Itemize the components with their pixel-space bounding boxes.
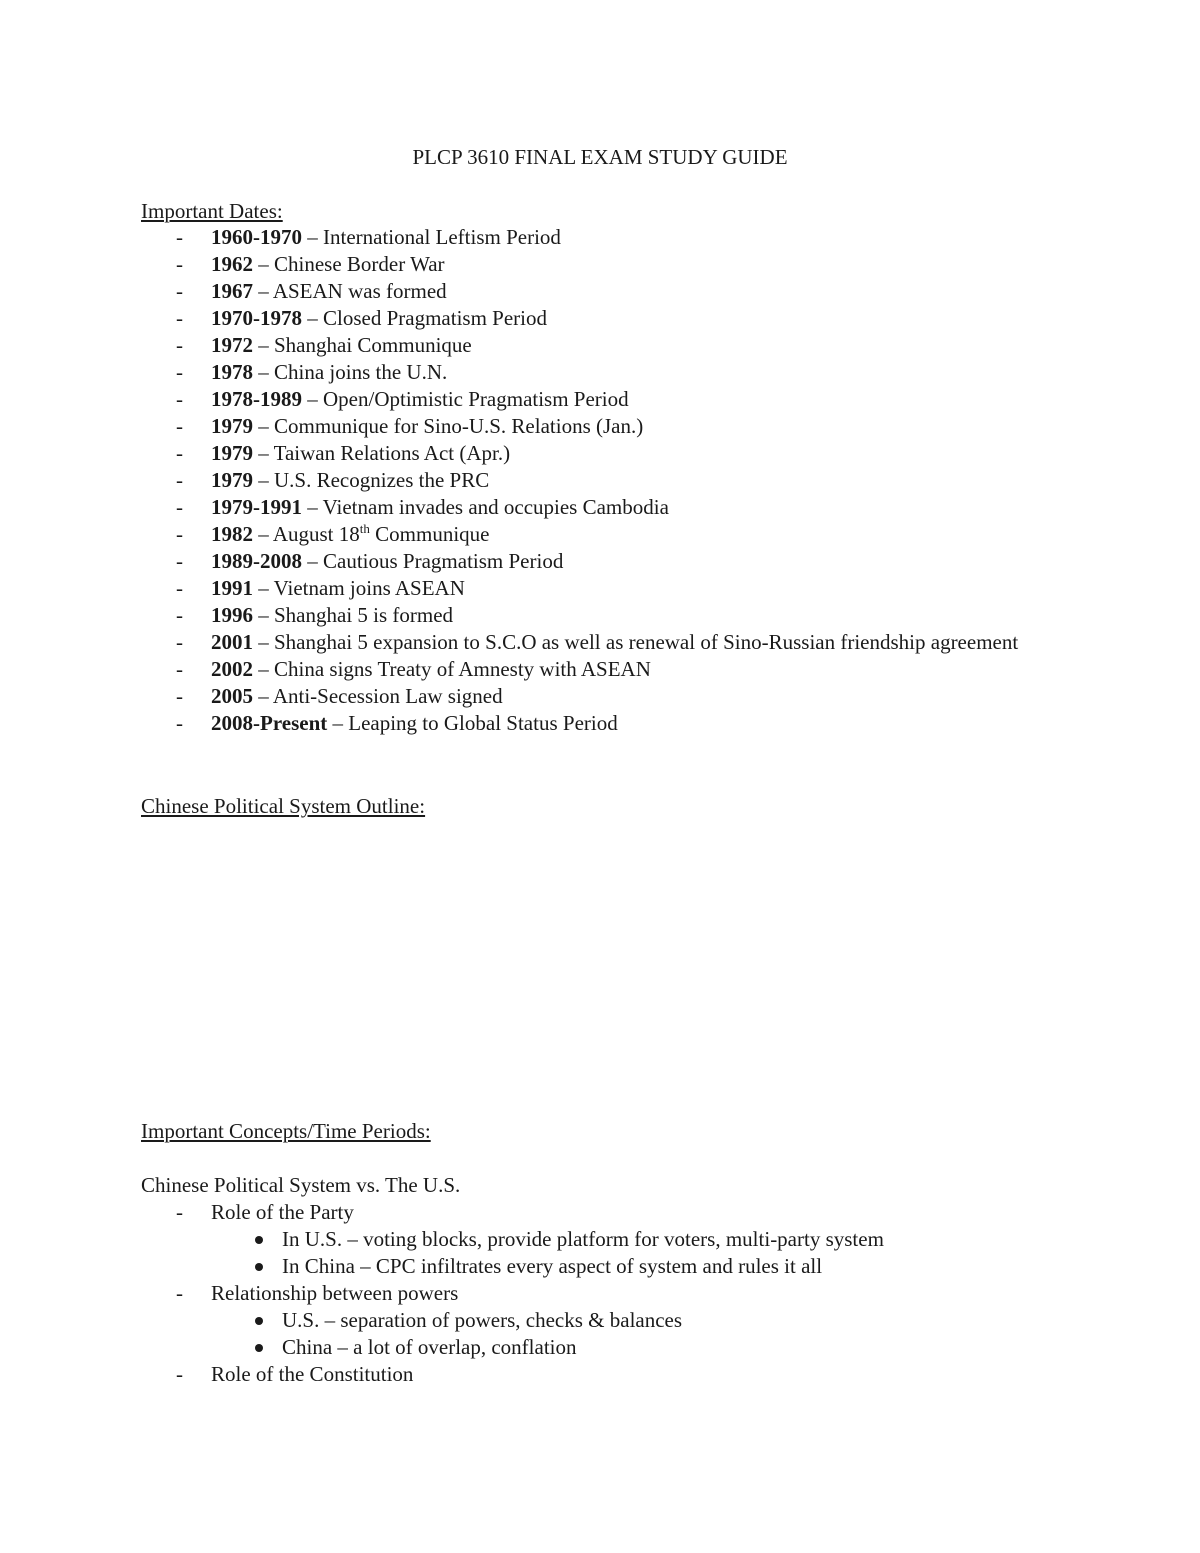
outline-item <box>0 1199 1200 1280</box>
dash-marker: - <box>176 576 183 600</box>
date-item <box>0 548 1041 575</box>
date-description: – Anti-Secession Law signed <box>253 684 503 708</box>
date-label: 2001 <box>211 630 253 654</box>
date-description: – Taiwan Relations Act (Apr.) <box>253 441 511 465</box>
outline-subitem-text: China – a lot of overlap, conflation <box>282 1335 577 1359</box>
date-description: – Cautious Pragmatism Period <box>302 549 564 573</box>
bullet-icon <box>255 1263 263 1271</box>
dates-list <box>0 224 1200 737</box>
date-label: 1979-1991 <box>211 495 302 519</box>
date-item <box>0 359 1041 386</box>
date-description: – Shanghai Communique <box>253 333 472 357</box>
date-item <box>0 656 1041 683</box>
outline-label: Relationship between powers <box>211 1281 459 1305</box>
date-item <box>0 467 1041 494</box>
dash-marker: - <box>176 387 183 411</box>
date-label: 1962 <box>211 252 253 276</box>
date-item <box>0 575 1041 602</box>
outline-item <box>0 1361 1200 1388</box>
date-description: – China joins the U.N. <box>253 360 448 384</box>
date-description: – August 18 <box>253 522 360 546</box>
date-item <box>0 413 1041 440</box>
date-description: – Vietnam invades and occupies Cambodia <box>302 495 669 519</box>
date-label: 1979 <box>211 414 253 438</box>
date-description: – Open/Optimistic Pragmatism Period <box>302 387 629 411</box>
dash-marker: - <box>176 1200 183 1224</box>
date-item <box>0 602 1041 629</box>
bullet-icon <box>255 1236 263 1244</box>
date-label: 2008-Present <box>211 711 328 735</box>
date-label: 1991 <box>211 576 253 600</box>
bullet-icon <box>255 1344 263 1352</box>
date-description: – ASEAN was formed <box>253 279 447 303</box>
important-concepts-heading: Important Concepts/Time Periods: <box>141 1119 431 1143</box>
date-description: – Closed Pragmatism Period <box>302 306 547 330</box>
dash-marker: - <box>176 549 183 573</box>
outline-label: Role of the Constitution <box>211 1362 414 1386</box>
date-label: 1970-1978 <box>211 306 302 330</box>
date-item <box>0 710 1041 737</box>
date-item <box>0 440 1041 467</box>
dash-marker: - <box>176 306 183 330</box>
date-item <box>0 683 1041 710</box>
date-item <box>0 278 1041 305</box>
outline-subitem-text: In China – CPC infiltrates every aspect of system and rules it all <box>282 1254 823 1278</box>
dash-marker: - <box>176 252 183 276</box>
date-label: 1979 <box>211 468 253 492</box>
ordinal-superscript: th <box>359 521 370 536</box>
outline-label: Role of the Party <box>211 1200 354 1224</box>
date-label: 1996 <box>211 603 253 627</box>
outline-subitem <box>211 1253 1200 1280</box>
dash-marker: - <box>176 441 183 465</box>
document-title: PLCP 3610 FINAL EXAM STUDY GUIDE <box>412 145 788 169</box>
dash-marker: - <box>176 1362 183 1386</box>
important-dates-heading: Important Dates: <box>141 199 283 223</box>
date-label: 1989-2008 <box>211 549 302 573</box>
date-item <box>0 224 1041 251</box>
outline-sublist <box>211 1307 1200 1361</box>
date-description: – U.S. Recognizes the PRC <box>253 468 490 492</box>
date-item <box>0 521 1041 548</box>
date-description: – Vietnam joins ASEAN <box>253 576 465 600</box>
dash-marker: - <box>176 414 183 438</box>
outline-subitem <box>211 1334 1200 1361</box>
dash-marker: - <box>176 603 183 627</box>
dash-marker: - <box>176 333 183 357</box>
outline-subitem-text: U.S. – separation of powers, checks & balances <box>282 1308 683 1332</box>
outline-subitem <box>211 1307 1200 1334</box>
date-label: 1982 <box>211 522 253 546</box>
bullet-icon <box>255 1317 263 1325</box>
dash-marker: - <box>176 360 183 384</box>
date-description-continued: Communique <box>369 522 490 546</box>
date-description: – Chinese Border War <box>253 252 445 276</box>
outline-subitem-text: In U.S. – voting blocks, provide platform for voters, multi-party system <box>282 1227 884 1251</box>
date-label: 1960-1970 <box>211 225 302 249</box>
date-description: – Shanghai 5 expansion to S.C.O as well as renewal of Sino-Russian friendship agreement <box>253 630 1019 654</box>
date-description: – Leaping to Global Status Period <box>327 711 618 735</box>
dash-marker: - <box>176 711 183 735</box>
dash-marker: - <box>176 630 183 654</box>
date-label: 1978 <box>211 360 253 384</box>
dash-marker: - <box>176 495 183 519</box>
date-item <box>0 251 1041 278</box>
outline-item <box>0 1280 1200 1361</box>
dash-marker: - <box>176 657 183 681</box>
dash-marker: - <box>176 279 183 303</box>
date-item <box>0 629 1041 656</box>
date-label: 1979 <box>211 441 253 465</box>
date-description: – Communique for Sino-U.S. Relations (Jan.) <box>253 414 644 438</box>
date-label: 1978-1989 <box>211 387 302 411</box>
date-item <box>0 332 1041 359</box>
date-item <box>0 494 1041 521</box>
comparison-outline <box>0 1199 1200 1388</box>
date-label: 2002 <box>211 657 253 681</box>
dash-marker: - <box>176 684 183 708</box>
date-label: 2005 <box>211 684 253 708</box>
date-item <box>0 386 1041 413</box>
date-description: – Shanghai 5 is formed <box>253 603 454 627</box>
dash-marker: - <box>176 468 183 492</box>
outline-sublist <box>211 1226 1200 1280</box>
date-description: – International Leftism Period <box>302 225 561 249</box>
dash-marker: - <box>176 1281 183 1305</box>
date-description: – China signs Treaty of Amnesty with ASEAN <box>253 657 651 681</box>
date-label: 1972 <box>211 333 253 357</box>
political-system-outline-heading: Chinese Political System Outline: <box>141 794 426 818</box>
dash-marker: - <box>176 522 183 546</box>
comparison-title: Chinese Political System vs. The U.S. <box>141 1173 461 1197</box>
dash-marker: - <box>176 225 183 249</box>
date-item <box>0 305 1041 332</box>
outline-subitem <box>211 1226 1200 1253</box>
date-label: 1967 <box>211 279 253 303</box>
